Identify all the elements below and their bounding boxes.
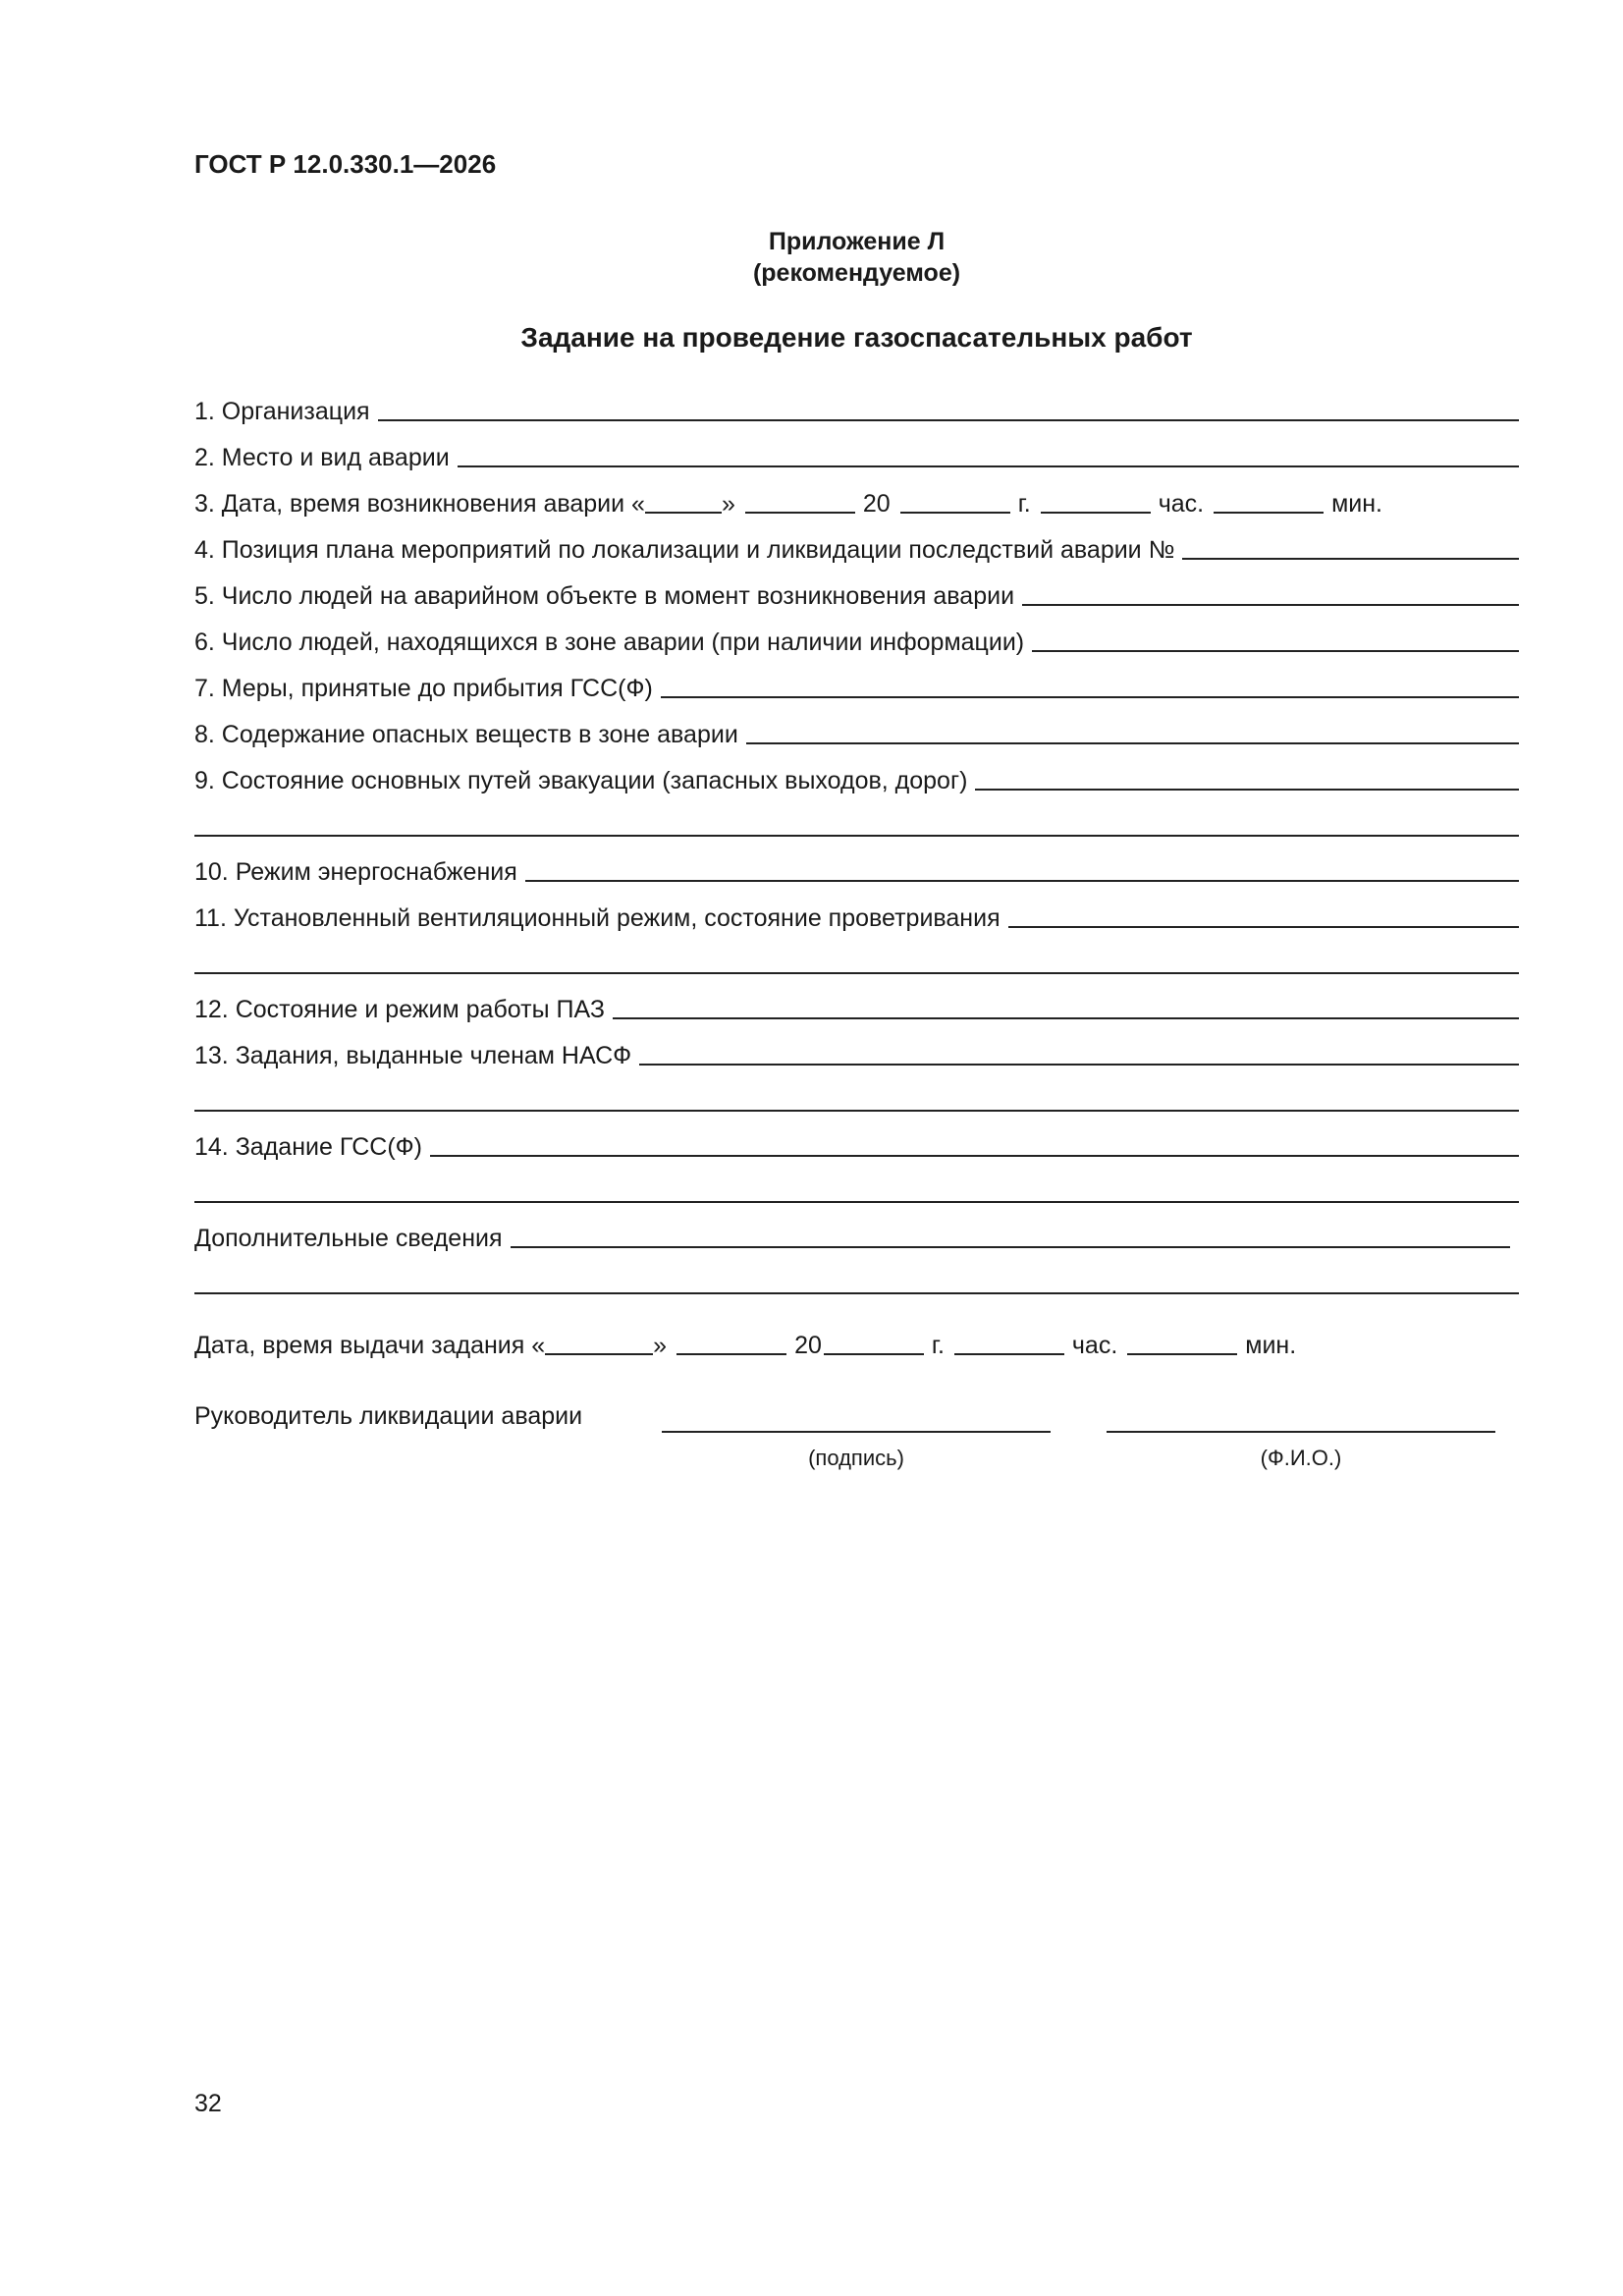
field-paz-state bbox=[194, 991, 1519, 1024]
field-issue-datetime bbox=[194, 1327, 1296, 1360]
day-blank[interactable] bbox=[545, 1353, 653, 1355]
field-label: 5. Число людей на аварийном объекте в момент возникновения аварии bbox=[194, 582, 1015, 610]
quote-close: » bbox=[721, 490, 735, 518]
fill-line[interactable] bbox=[1022, 604, 1519, 606]
field-power-supply bbox=[194, 853, 1519, 887]
fill-line[interactable] bbox=[661, 696, 1519, 698]
field-label: 1. Организация bbox=[194, 398, 370, 425]
year-unit: г. bbox=[931, 1332, 945, 1359]
field-label: 4. Позиция плана мероприятий по локализации и ликвидации последствий аварии № bbox=[194, 536, 1175, 564]
field-accident-place bbox=[194, 439, 1519, 472]
continuation-line[interactable] bbox=[194, 1292, 1519, 1294]
appendix-title: Приложение Л bbox=[768, 228, 946, 255]
month-blank[interactable] bbox=[676, 1353, 786, 1355]
document-standard-header: ГОСТ Р 12.0.330.1—2026 bbox=[194, 149, 497, 179]
minute-unit: мин. bbox=[1331, 490, 1382, 518]
continuation-line[interactable] bbox=[194, 1201, 1519, 1203]
hour-unit: час. bbox=[1158, 490, 1205, 518]
month-blank[interactable] bbox=[745, 512, 855, 514]
field-label: 2. Место и вид аварии bbox=[194, 444, 450, 471]
year-unit: г. bbox=[1017, 490, 1031, 518]
fill-line[interactable] bbox=[378, 419, 1519, 421]
form-title: Задание на проведение газоспасательных работ bbox=[520, 322, 1193, 353]
year-blank[interactable] bbox=[824, 1353, 924, 1355]
hour-blank[interactable] bbox=[954, 1353, 1064, 1355]
signature-line[interactable] bbox=[662, 1431, 1051, 1433]
fill-line[interactable] bbox=[1182, 558, 1519, 560]
field-plan-position bbox=[194, 531, 1519, 565]
hour-unit: час. bbox=[1071, 1332, 1118, 1359]
field-label: 9. Состояние основных путей эвакуации (запасных выходов, дорог) bbox=[194, 767, 968, 794]
field-people-in-zone bbox=[194, 624, 1519, 657]
field-label: 7. Меры, принятые до прибытия ГСС(Ф) bbox=[194, 675, 653, 702]
field-additional-info bbox=[194, 1220, 1510, 1253]
field-ventilation bbox=[194, 900, 1519, 933]
minute-unit: мин. bbox=[1245, 1332, 1297, 1359]
appendix-type: (рекомендуемое) bbox=[752, 259, 961, 287]
fill-line[interactable] bbox=[458, 465, 1519, 467]
field-label: 3. Дата, время возникновения аварии « bbox=[194, 490, 645, 518]
minute-blank[interactable] bbox=[1127, 1353, 1237, 1355]
day-blank[interactable] bbox=[645, 512, 722, 514]
field-label: Дополнительные сведения bbox=[194, 1225, 503, 1252]
field-nasf-tasks bbox=[194, 1037, 1519, 1070]
field-label: 13. Задания, выданные членам НАСФ bbox=[194, 1042, 632, 1069]
full-name-line[interactable] bbox=[1107, 1431, 1495, 1433]
field-evacuation-routes bbox=[194, 762, 1519, 795]
year-prefix: 20 bbox=[794, 1332, 822, 1359]
field-accident-datetime bbox=[194, 485, 1382, 519]
field-gss-task bbox=[194, 1128, 1519, 1162]
fill-line[interactable] bbox=[1008, 926, 1519, 928]
field-hazardous-substances bbox=[194, 716, 1519, 749]
fill-line[interactable] bbox=[975, 789, 1519, 791]
fill-line[interactable] bbox=[525, 880, 1519, 882]
page-number: 32 bbox=[194, 2090, 222, 2117]
year-prefix: 20 bbox=[862, 490, 891, 518]
continuation-line[interactable] bbox=[194, 972, 1519, 974]
minute-blank[interactable] bbox=[1214, 512, 1324, 514]
field-people-on-site bbox=[194, 577, 1519, 611]
field-label: 10. Режим энергоснабжения bbox=[194, 858, 517, 886]
continuation-line[interactable] bbox=[194, 835, 1519, 837]
signature-label: Руководитель ликвидации аварии bbox=[194, 1402, 583, 1430]
year-blank[interactable] bbox=[900, 512, 1010, 514]
field-label: 12. Состояние и режим работы ПАЗ bbox=[194, 996, 605, 1023]
fill-line[interactable] bbox=[511, 1246, 1510, 1248]
signature-caption: (подпись) bbox=[808, 1446, 904, 1470]
fill-line[interactable] bbox=[613, 1017, 1519, 1019]
fill-line[interactable] bbox=[430, 1155, 1519, 1157]
field-label: 6. Число людей, находящихся в зоне аварии (при наличии информации) bbox=[194, 629, 1025, 656]
fill-line[interactable] bbox=[639, 1064, 1519, 1066]
fill-line[interactable] bbox=[746, 742, 1519, 744]
full-name-caption: (Ф.И.О.) bbox=[1260, 1446, 1342, 1470]
field-label: 14. Задание ГСС(Ф) bbox=[194, 1133, 422, 1161]
field-label: 11. Установленный вентиляционный режим, состояние проветривания bbox=[194, 904, 1001, 932]
fill-line[interactable] bbox=[1032, 650, 1519, 652]
field-label: Дата, время выдачи задания « bbox=[194, 1332, 546, 1359]
field-measures-taken bbox=[194, 670, 1519, 703]
continuation-line[interactable] bbox=[194, 1110, 1519, 1112]
field-label: 8. Содержание опасных веществ в зоне аварии bbox=[194, 721, 738, 748]
hour-blank[interactable] bbox=[1041, 512, 1151, 514]
quote-close: » bbox=[653, 1332, 668, 1359]
field-organization bbox=[194, 393, 1519, 426]
